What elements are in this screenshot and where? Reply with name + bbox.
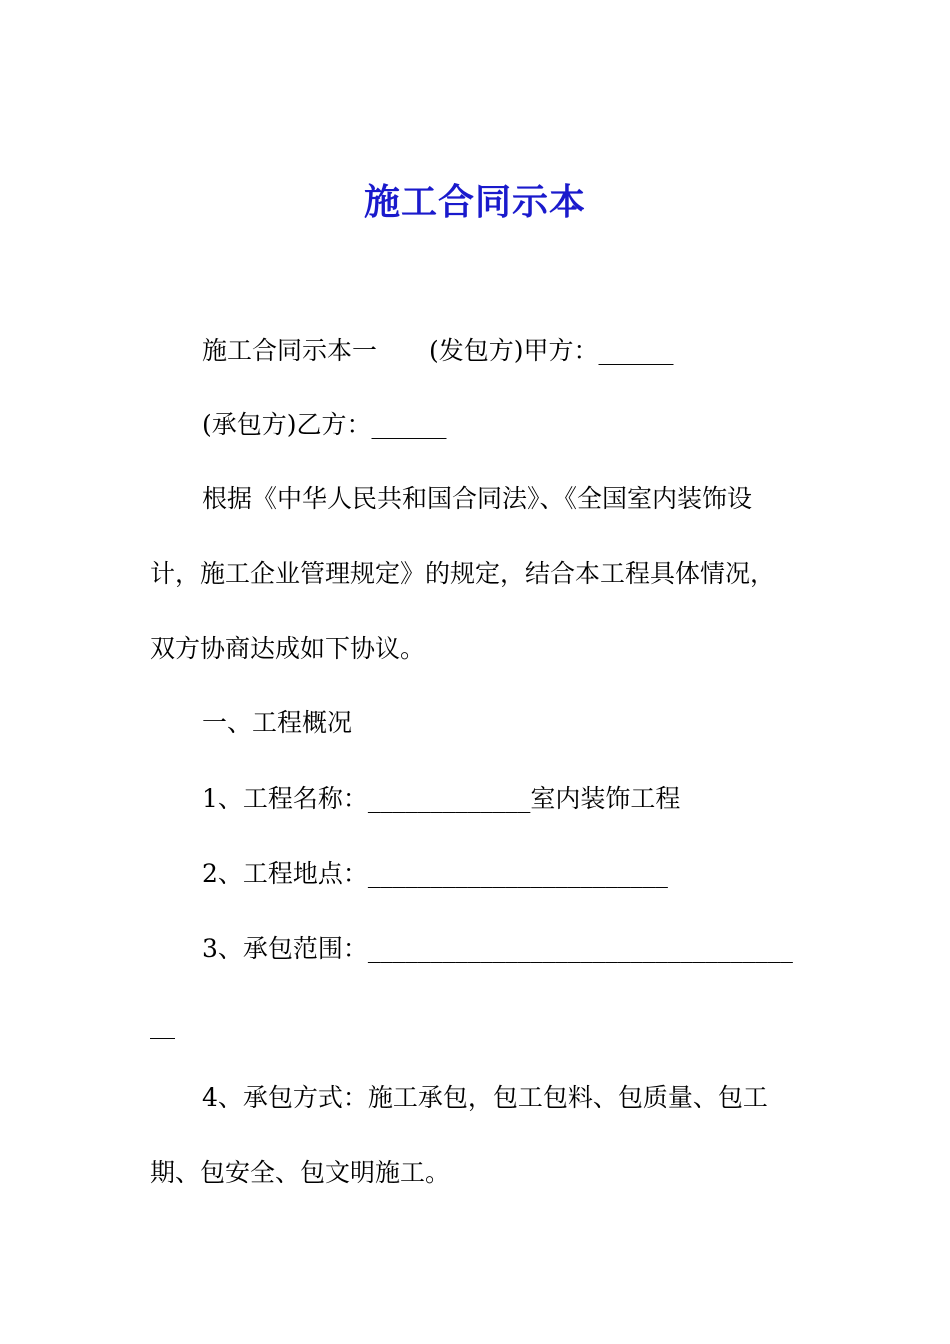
- paragraph-line: 期、包安全、包文明施工。: [150, 1158, 451, 1187]
- document-title: 施工合同示本: [363, 181, 586, 223]
- paragraph-line: 计，施工企业管理规定》的规定，结合本工程具体情况，: [150, 559, 776, 588]
- paragraph-line: 根据《中华人民共和国合同法》、《全国室内装饰设: [202, 484, 753, 513]
- paragraph-line: 双方协商达成如下协议。: [150, 634, 426, 663]
- field-project-name: 1、工程名称：_____________室内装饰工程: [202, 784, 681, 813]
- field-project-location: 2、工程地点：________________________: [202, 859, 668, 888]
- paragraph-line-party-b: (承包方)乙方：______: [202, 410, 447, 439]
- contract-label: 施工合同示本一: [202, 336, 378, 365]
- field-contract-scope-continued: __: [150, 1010, 175, 1039]
- field-contract-scope: 3、承包范围：__________________________________: [202, 934, 793, 963]
- party-a-field: (发包方)甲方：______: [429, 336, 674, 365]
- field-contract-method: 4、承包方式：施工承包，包工包料、包质量、包工: [202, 1083, 768, 1112]
- section-heading: 一、工程概况: [202, 708, 353, 737]
- paragraph-line-party-a: [202, 334, 674, 368]
